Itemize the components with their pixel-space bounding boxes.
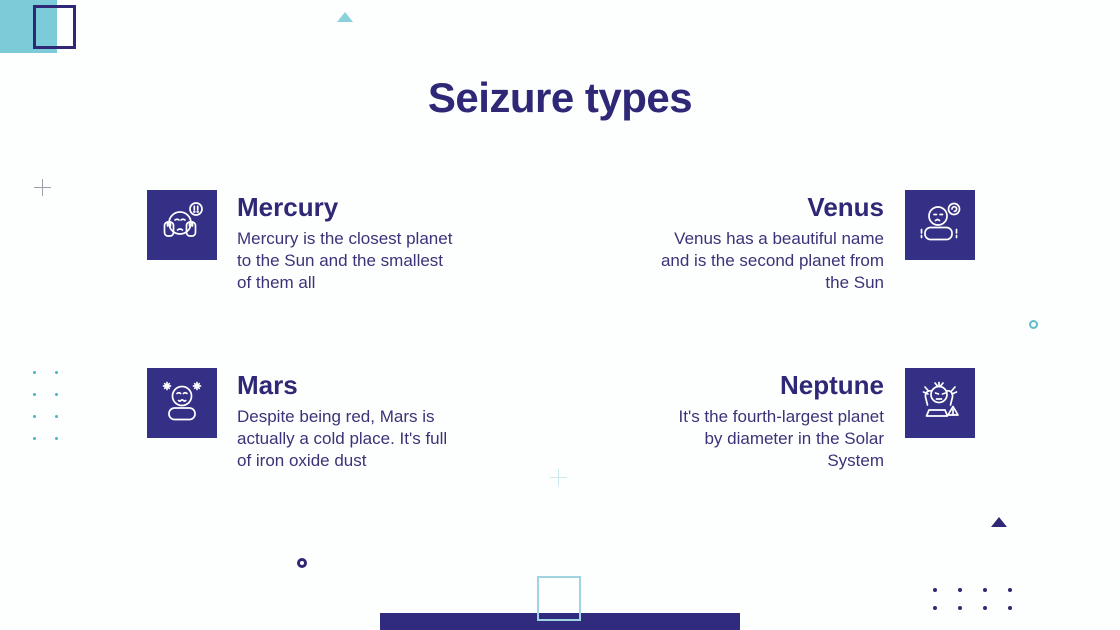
dot: [958, 606, 962, 610]
navy-dot-grid: [933, 588, 1012, 610]
dot: [983, 606, 987, 610]
dot: [33, 415, 36, 418]
dot: [1008, 606, 1012, 610]
card-description: It's the fourth-largest planet by diameter in the Solar System: [678, 407, 884, 471]
card-description: Mercury is the closest planet to the Sun and the smallest of them all: [237, 229, 453, 293]
neptune-card: [660, 372, 884, 473]
dot: [958, 588, 962, 592]
venus-card: [660, 194, 884, 295]
crying-face-icon: [158, 199, 206, 252]
dot: [55, 371, 58, 374]
plus-icon: [34, 179, 51, 196]
venus-icon-box: [905, 190, 975, 260]
card-title: Mercury: [237, 192, 339, 222]
dot: [33, 371, 36, 374]
dot: [55, 437, 58, 440]
mercury-icon-box: [147, 190, 217, 260]
navy-triangle-icon: [991, 517, 1007, 527]
dot: [33, 437, 36, 440]
card-title: Venus: [807, 192, 884, 222]
card-description: Venus has a beautiful name and is the second planet from the Sun: [660, 229, 884, 293]
card-title: Mars: [237, 370, 298, 400]
card-description: Despite being red, Mars is actually a cold place. It's full of iron oxide dust: [237, 407, 448, 471]
navy-outline-square: [33, 5, 76, 49]
mars-card: [237, 372, 461, 473]
teal-ring-icon: [1029, 320, 1038, 329]
dazed-face-icon: [158, 377, 206, 430]
dot: [1008, 588, 1012, 592]
teal-triangle-icon: [337, 12, 353, 22]
dot: [55, 415, 58, 418]
navy-ring-icon: [297, 558, 307, 568]
mercury-card: [237, 194, 461, 295]
card-title: Neptune: [780, 370, 884, 400]
dot: [33, 393, 36, 396]
dot: [933, 588, 937, 592]
dot: [933, 606, 937, 610]
mars-icon-box: [147, 368, 217, 438]
plus-icon: [550, 469, 567, 486]
page-title: Seizure types: [427, 74, 693, 121]
dot: [55, 393, 58, 396]
head-in-hands-icon: [916, 377, 964, 430]
dizzy-face-icon: [916, 199, 964, 252]
teal-dot-grid: [33, 371, 58, 440]
teal-outline-square: [537, 576, 581, 621]
neptune-icon-box: [905, 368, 975, 438]
dot: [983, 588, 987, 592]
